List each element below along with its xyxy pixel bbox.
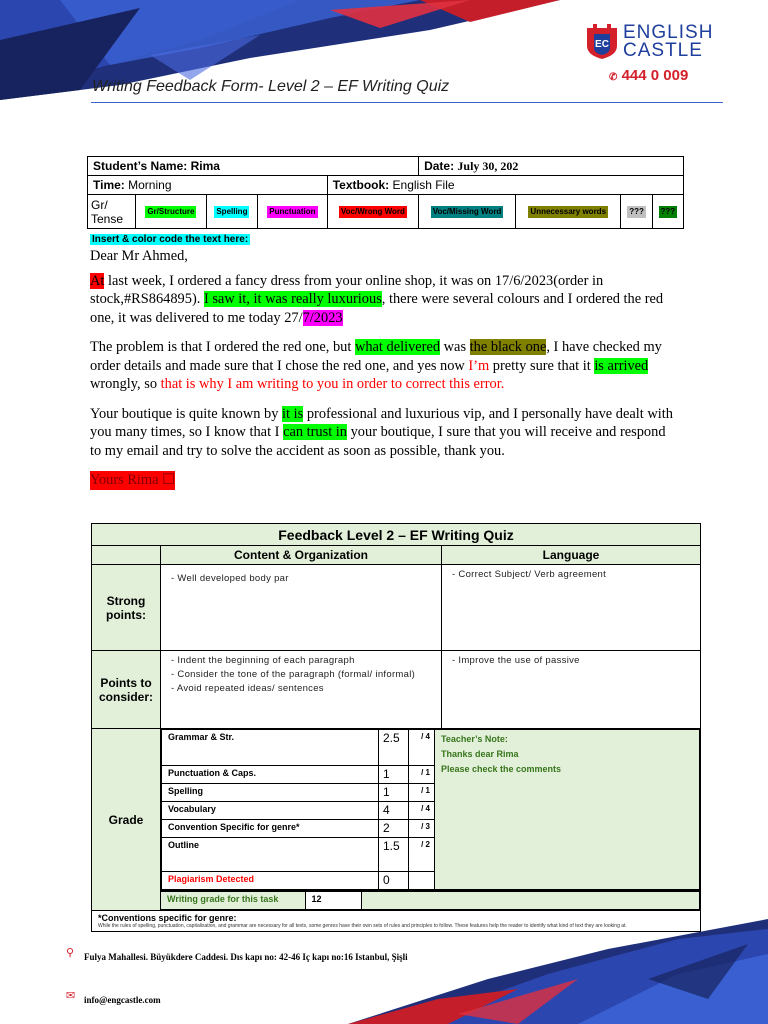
- grade-score: 4: [379, 802, 409, 820]
- col-language: Language: [442, 546, 701, 565]
- grade-criterion: Punctuation & Caps.: [162, 766, 379, 784]
- grade-criterion: Spelling: [162, 784, 379, 802]
- consider-language-item: - Improve the use of passive: [452, 655, 580, 666]
- letter-paragraph-3: Your boutique is quite known by it is professional and luxurious vip, and I personally have dealt with you many times, so I know that I can trust in your boutique, I sure that you will receive and respond to my email and try to solve the accident as soon as possible, thank you.: [90, 405, 673, 459]
- legend-unknown-green: ???: [652, 195, 683, 229]
- grade-label: Grade: [92, 729, 161, 911]
- date-cell: Date: July 30, 202: [419, 157, 684, 176]
- writing-grade-row: [161, 891, 701, 911]
- legend-spelling: Spelling: [206, 195, 257, 229]
- letter-greeting: Dear Mr Ahmed,: [90, 248, 188, 264]
- consider-content-cell: [161, 651, 442, 729]
- grade-max: / 4: [409, 802, 435, 820]
- legend-punctuation: Punctuation: [258, 195, 328, 229]
- student-name-cell: Student’s Name: Rima: [88, 157, 419, 176]
- phone-number: ✆ 444 0 009: [609, 67, 689, 84]
- grade-max: / 4: [409, 730, 435, 766]
- grade-max: / 3: [409, 820, 435, 838]
- grade-max: [409, 872, 435, 890]
- grade-criterion: Convention Specific for genre*: [162, 820, 379, 838]
- email-icon: ✉: [66, 989, 76, 1002]
- castle-shield-icon: [585, 22, 619, 60]
- consider-language-cell: [442, 651, 701, 729]
- strong-points-label: Strong points:: [92, 565, 161, 651]
- grade-max: / 1: [409, 766, 435, 784]
- letter-paragraph-1: At last week, I ordered a fancy dress from your online shop, it was on 17/6/2023(order in stock,#RS864895). I saw it, it was really luxurious, there were several colours and I ordered the red one, it was delivered to me today 27/7/2023: [90, 272, 664, 326]
- grade-score: 1.5: [379, 838, 409, 872]
- grade-max: / 2: [409, 838, 435, 872]
- legend-voc-wrong-word: Voc/Wrong Word: [327, 195, 418, 229]
- col-content-organization: Content & Organization: [161, 546, 442, 565]
- grade-criterion: Outline: [162, 838, 379, 872]
- legend-gr-structure: Gr/Structure: [136, 195, 207, 229]
- consider-content-item: - Consider the tone of the paragraph (formal/ informal): [171, 669, 416, 680]
- strong-language-cell: [442, 565, 701, 651]
- grade-score: 1: [379, 784, 409, 802]
- form-title: Writing Feedback Form- Level 2 – EF Writing Quiz: [92, 78, 450, 95]
- svg-text:EC: EC: [595, 39, 609, 50]
- brand-logo: [585, 22, 725, 62]
- letter-paragraph-2: The problem is that I ordered the red one, but what delivered was the black one, I have checked my order details and made sure that I chose the red one, and yes now I’m pretty sure that it is arrived wrongly, so that is why I am writing to you in order to correct this error.: [90, 339, 662, 392]
- strong-content-cell: [161, 565, 442, 651]
- grade-max: / 1: [409, 784, 435, 802]
- grade-score: 2: [379, 820, 409, 838]
- grade-table: [161, 729, 700, 890]
- student-info-table: [87, 156, 684, 229]
- brand-name-line2: CASTLE: [623, 40, 703, 61]
- writing-grade-value: 12: [305, 892, 361, 910]
- insert-text-label: Insert & color code the text here:: [92, 234, 249, 245]
- color-code-legend: [88, 195, 684, 229]
- letter-body: [90, 247, 676, 501]
- grade-criterion: Vocabulary: [162, 802, 379, 820]
- conventions-note: *Conventions specific for genre: While the rules of spelling, punctuation, capitalisation, and grammar are necessary for all texts, some genres have their own sets of rules and principles to follow. These features help the reader to identify what kind of text they are looking at.: [92, 911, 701, 932]
- writing-grade-label: Writing grade for this task: [161, 892, 305, 910]
- plagiarism-score: 0: [379, 872, 409, 890]
- brand-name-line1: ENGLISH: [623, 22, 714, 43]
- legend-first-label: Gr/ Tense: [88, 195, 136, 229]
- consider-content-item: - Indent the beginning of each paragraph: [171, 655, 355, 666]
- textbook-cell: Textbook: English File: [327, 176, 683, 195]
- grade-section: [161, 729, 701, 891]
- feedback-corner: [92, 546, 161, 565]
- grade-score: 2.5: [379, 730, 409, 766]
- legend-unknown-gray: ???: [621, 195, 652, 229]
- letter-signature: Yours Rima ☐: [90, 472, 176, 488]
- phone-icon: ✆: [609, 72, 618, 83]
- feedback-title: Feedback Level 2 – EF Writing Quiz: [92, 524, 701, 546]
- consider-content-item: - Avoid repeated ideas/ sentences: [171, 683, 324, 694]
- grade-score: 1: [379, 766, 409, 784]
- points-to-consider-label: Points to consider:: [92, 651, 161, 729]
- teacher-note: Teacher’s Note: Thanks dear Rima Please check the comments: [435, 730, 700, 890]
- time-cell: Time: Morning: [88, 176, 328, 195]
- footer-email[interactable]: info@engcastle.com: [84, 995, 161, 1005]
- strong-content-item: - Well developed body par: [171, 573, 289, 584]
- footer-banner-art: [348, 919, 768, 1024]
- location-pin-icon: ⚲: [66, 946, 75, 959]
- strong-language-item: - Correct Subject/ Verb agreement: [452, 569, 607, 580]
- feedback-table: [91, 523, 701, 932]
- legend-unnecessary-words: Unnecessary words: [516, 195, 621, 229]
- header-divider: [91, 102, 723, 103]
- plagiarism-label: Plagiarism Detected: [162, 872, 379, 890]
- grade-criterion: Grammar & Str.: [162, 730, 379, 766]
- legend-voc-missing-word: Voc/Missing Word: [419, 195, 516, 229]
- footer-address: Fulya Mahallesi. Büyükdere Caddesi. Dıs kapı no: 42-46 Iç kapı no:16 Istanbul, Şişli: [84, 952, 408, 962]
